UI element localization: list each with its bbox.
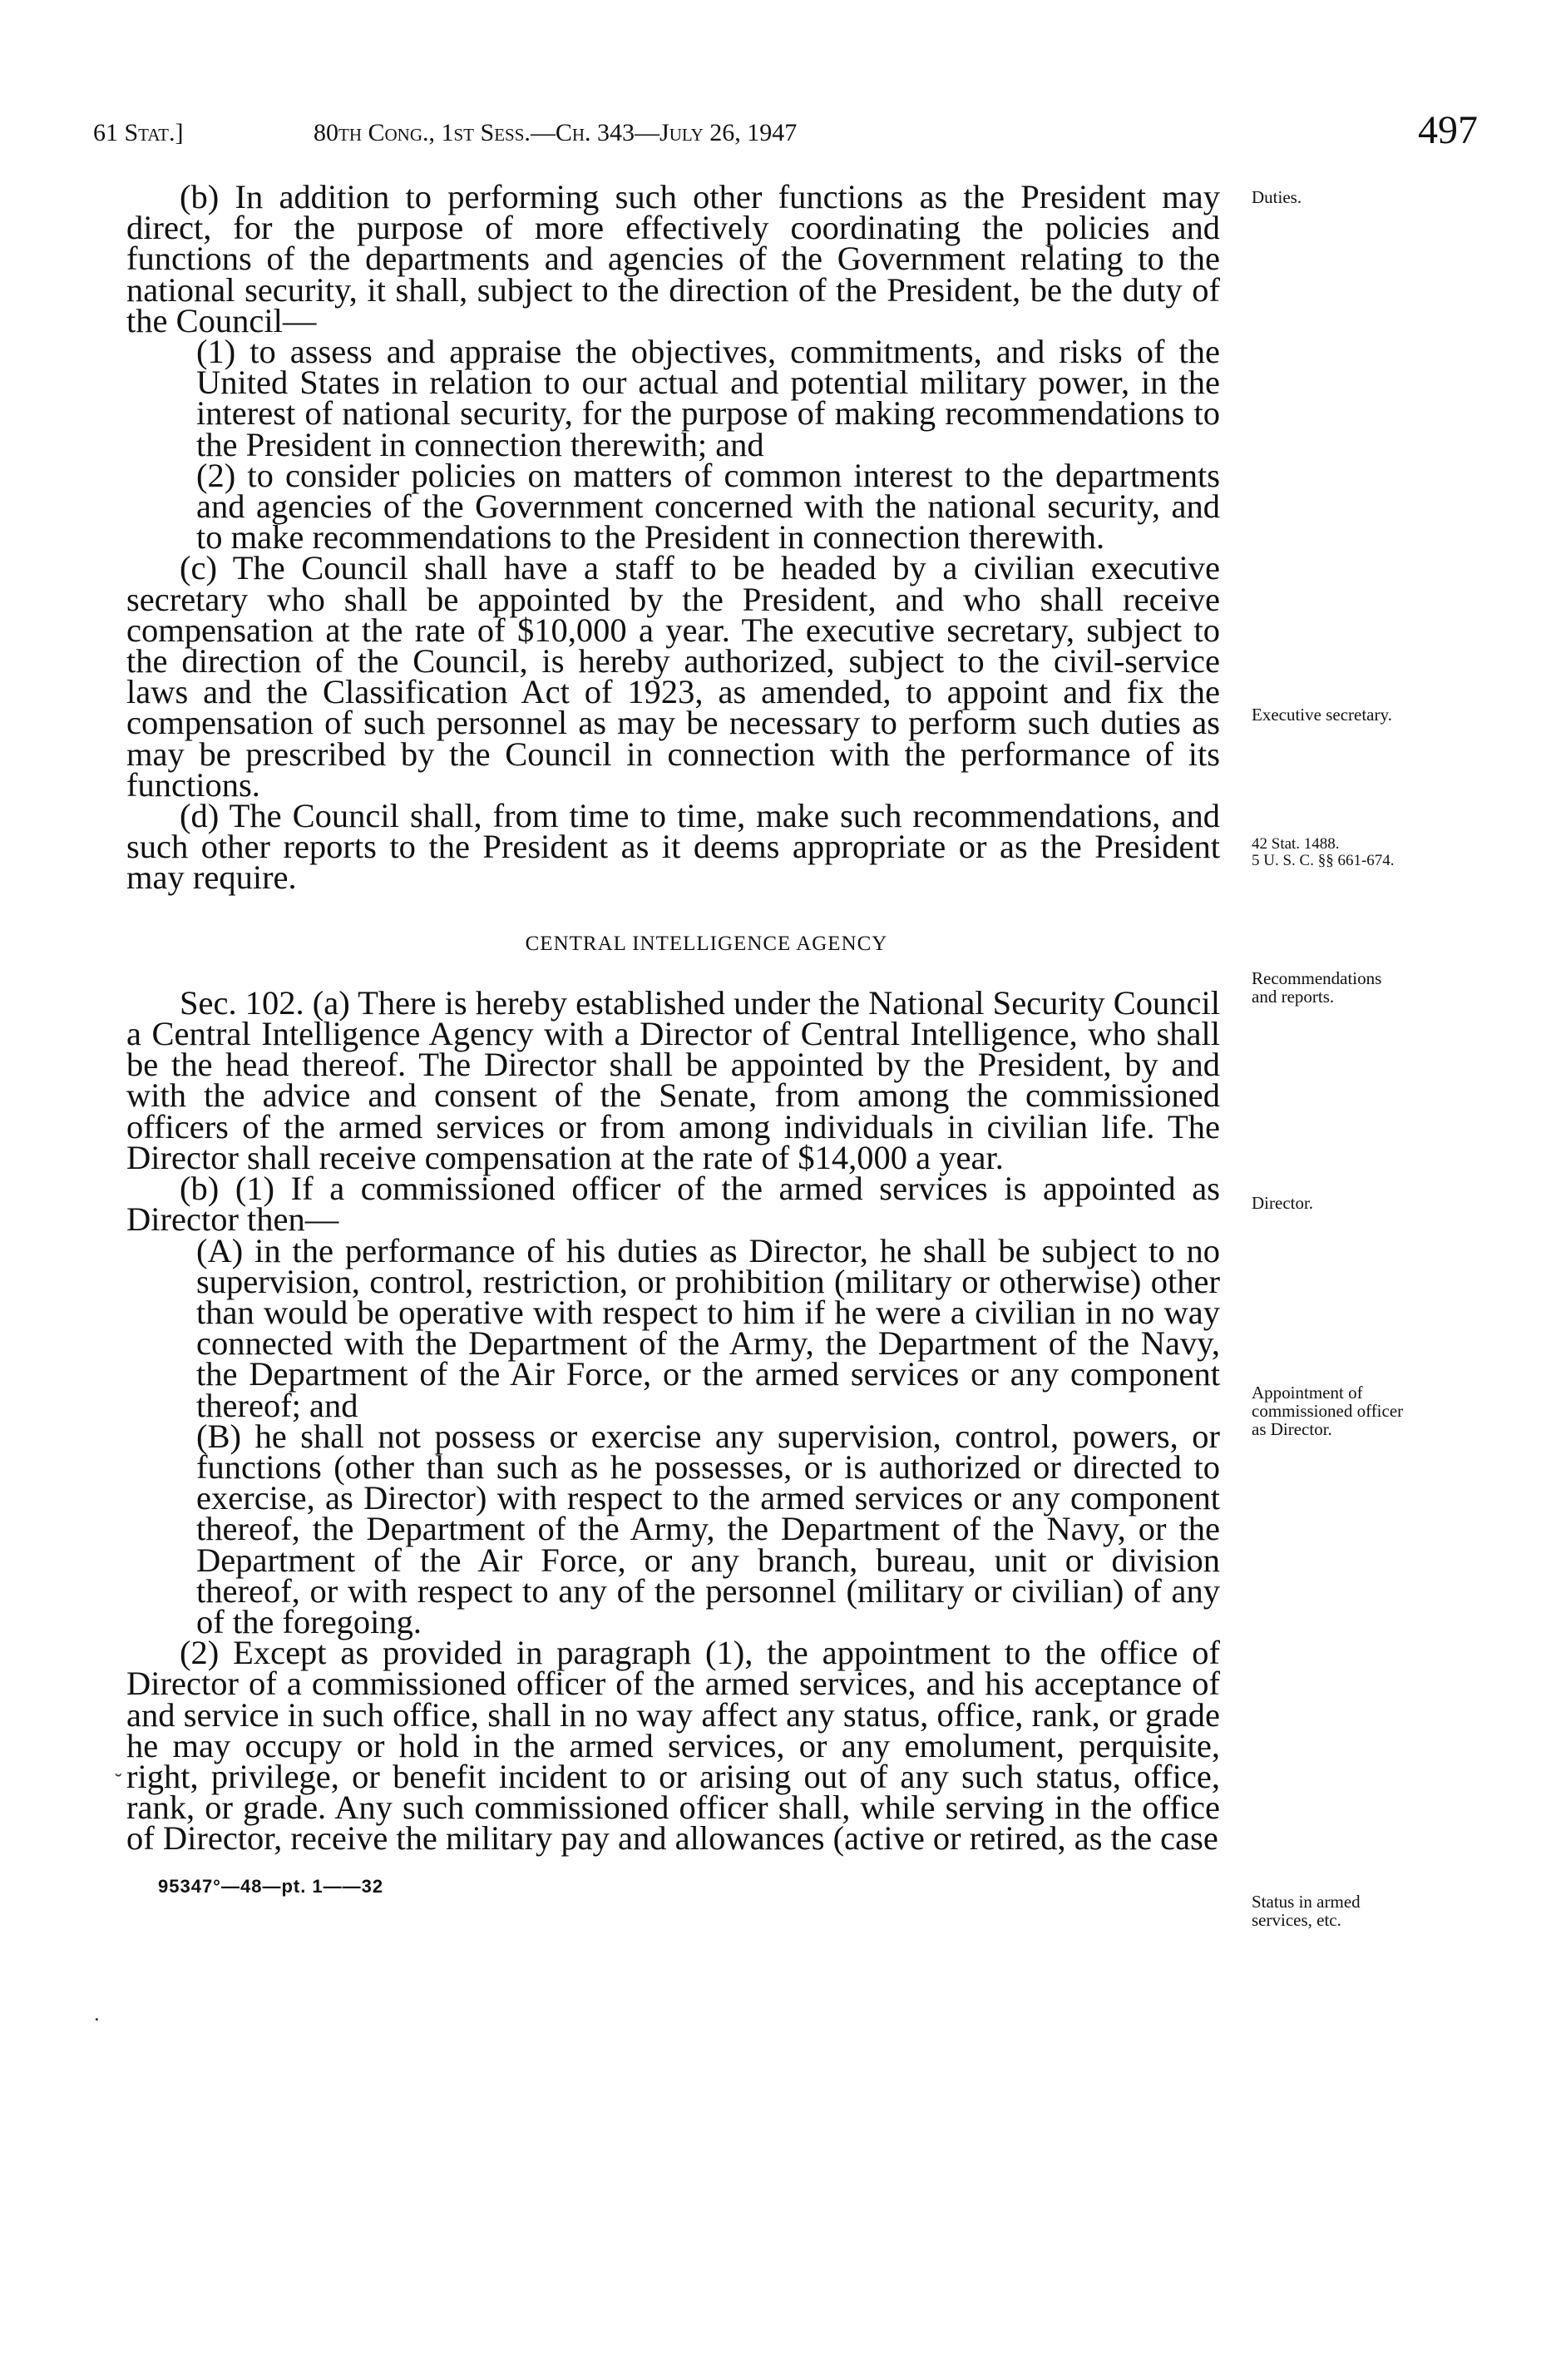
margin-note-appointment: Appointment of commissioned officer as Director. (1252, 1383, 1404, 1439)
margin-note-recommendations: Recommendations and reports. (1252, 968, 1382, 1007)
section-heading: CENTRAL INTELLIGENCE AGENCY (525, 932, 888, 955)
scan-dot: · (93, 2007, 101, 2031)
section-102-b2: (2) Except as provided in paragraph (1), the appointment to the office of Director of a commissioned officer of the armed services, and his acceptance of and service in such office, shall in no way affect any status, office, rank, or grade he may occupy or hold in the armed services, or any emolument, perquisite, right, privilege, or benefit incident to or arising out of any such status, office, rank, or grade. Any such commissioned officer shall, while serving in the office of Director, receive the military pay and allowances (active or retired, as the case (126, 1634, 1220, 1858)
scan-mark: ˘ (115, 1769, 122, 1794)
margin-note-statute-citation: 42 Stat. 1488. 5 U. S. C. §§ 661-674. (1252, 835, 1395, 869)
printing-code: 95347°—48—pt. 1——32 (158, 1875, 384, 1897)
page-number: 497 (1418, 108, 1478, 152)
margin-note-executive-secretary: Executive secretary. (1252, 705, 1392, 725)
congress-session-line: 80th Cong., 1st Sess.—Ch. 343—July 26, 1947 (314, 119, 798, 146)
subparagraph-B: (B) he shall not possess or exercise any supervision, control, powers, or functions (other than such as he possesses, or is authorized or directed to exercise, as Director) with respect to the armed services or any component thereof, the Department of the Army, the Department of the Navy, or the Department of the Air Force, or any branch, bureau, unit or division thereof, or with respect to any of the personnel (military or civilian) of any of the foregoing. (196, 1417, 1220, 1640)
paragraph-b2: (2) to consider policies on matters of common interest to the departments and agencies of the Government concerned with the national security, and to make recommendations to the President in connection therewith. (196, 456, 1220, 557)
margin-note-status: Status in armed services, etc. (1252, 1892, 1361, 1930)
paragraph-c: (c) The Council shall have a staff to be headed by a civilian executive secretary who shall be appointed by the President, and who shall receive compensation at the rate of $10,000 a year. The executive secretary, subject to the direction of the Council, is hereby authorized, subject to the civil-service laws and the Classification Act of 1923, as amended, to appoint and fix the compensation of such personnel as may be necessary to perform such duties as may be prescribed by the Council in connection with the performance of its functions. (126, 549, 1220, 804)
paragraph-d: (d) The Council shall, from time to time, make such recommendations, and such other reports to the President as it deems appropriate or as the President may require. (126, 797, 1220, 897)
paragraph-b1: (1) to assess and appraise the objectives, commitments, and risks of the United States in relation to our actual and potential military power, in the interest of national security, for the purpose of making recommendations to the President in connection therewith; and (196, 333, 1220, 463)
volume-reference: 61 Stat.] (93, 119, 184, 146)
margin-note-director: Director. (1252, 1193, 1314, 1213)
paragraph-b: (b) In addition to performing such other functions as the President may direct, for the purpose of more effectively coordinating the policies and functions of the departments and agencies of the Government relating to the national security, it shall, subject to the direction of the President, be the duty of the Council— (126, 178, 1220, 339)
subparagraph-A: (A) in the performance of his duties as Director, he shall be subject to no supervision, control, restriction, or prohibition (military or otherwise) other than would be operative with respect to him if he were a civilian in no way connected with the Department of the Army, the Department of the Navy, the Department of the Air Force, or the armed services or any component thereof; and (196, 1231, 1220, 1424)
section-102-b1: (b) (1) If a commissioned officer of the armed services is appointed as Director then— (126, 1170, 1220, 1239)
margin-note-duties: Duties. (1252, 187, 1302, 207)
section-102-a: Sec. 102. (a) There is hereby established under the National Security Council a Central Intelligence Agency with a Director of Central Intelligence, who shall be the head thereof. The Director shall be appointed by the President, by and with the advice and consent of the Senate, from among the commissioned officers of the armed services or from among individuals in civilian life. The Director shall receive compensation at the rate of $14,000 a year. (126, 983, 1221, 1176)
page-header (93, 108, 1478, 162)
main-text-column (126, 178, 1221, 1902)
